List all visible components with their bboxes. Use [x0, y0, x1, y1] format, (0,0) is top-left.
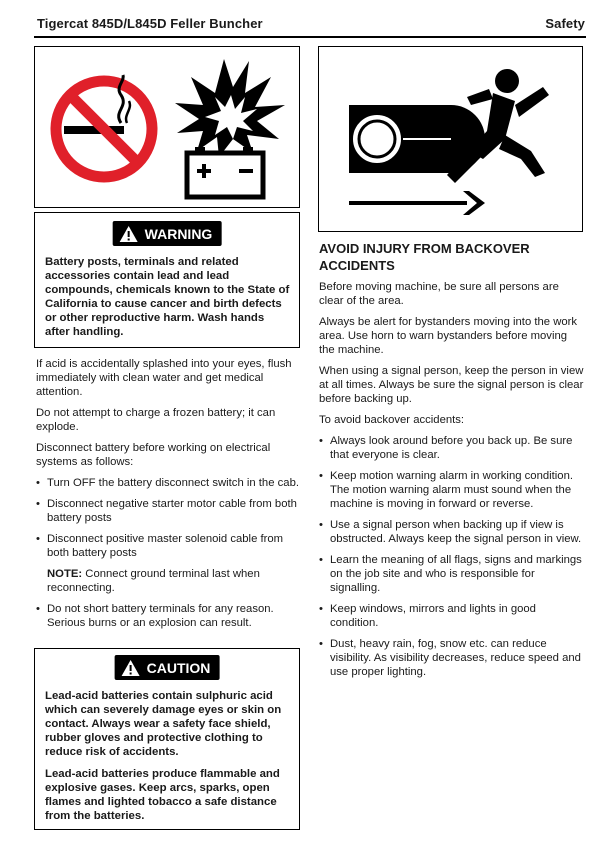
short-terminals-list	[36, 602, 302, 630]
alert-triangle-icon	[121, 659, 141, 677]
section-heading: AVOID INJURY FROM BACKOVER ACCIDENTS	[319, 241, 530, 273]
document-title: Tigercat 845D/L845D Feller Buncher	[37, 16, 263, 31]
note-text: Connect ground terminal last when reconnecting.	[47, 568, 260, 594]
right-column-body	[319, 240, 585, 686]
wheel-runover-icon	[349, 69, 549, 215]
caution-box	[34, 648, 300, 830]
clear-area-paragraph: Before moving machine, be sure all persons are clear of the area.	[319, 281, 559, 307]
list-item: • Disconnect negative starter motor cable from both battery posts	[36, 497, 302, 525]
list-item: • Always look around before you back up. Be sure that everyone is clear.	[319, 434, 585, 462]
caution-paragraph: Lead-acid batteries contain sulphuric acid which can severely damage eyes or skin on contact. Always wear a safety face shield, rubber gloves and protective clothing to reduce risk of accidents.	[45, 690, 282, 758]
bystanders-paragraph: Always be alert for bystanders moving into the work area. Use horn to warn bystanders before moving the machine.	[319, 316, 578, 356]
list-item: • Dust, heavy rain, fog, snow etc. can reduce visibility. As visibility decreases, reduce speed and use proper lighting.	[319, 637, 585, 679]
battery-hazard-graphic	[35, 47, 299, 207]
note-label: NOTE:	[47, 568, 83, 580]
list-item: • Use a signal person when backing up if view is obstructed. Always keep the signal person in view.	[319, 518, 585, 546]
exploding-battery-icon	[175, 59, 285, 197]
caution-text	[45, 689, 291, 831]
battery-hazard-pictogram	[34, 46, 300, 208]
caution-label: CAUTION	[146, 659, 211, 676]
acid-eyes-paragraph: If acid is accidentally splashed into your eyes, flush immediately with clean water and get medical attention.	[36, 358, 292, 398]
warning-box	[34, 212, 300, 348]
list-item: • Turn OFF the battery disconnect switch in the cab.	[36, 476, 302, 490]
disconnect-steps-list	[36, 476, 302, 560]
caution-paragraph: Lead-acid batteries produce flammable and explosive gases. Keep arcs, sparks, open flames and lighted tobacco a safe distance from the batteries.	[45, 768, 280, 822]
list-item: • Disconnect positive master solenoid cable from both battery posts	[36, 532, 302, 560]
header-divider	[34, 36, 586, 38]
list-item: • Do not short battery terminals for any reason. Serious burns or an explosion can result.	[36, 602, 302, 630]
no-smoking-icon	[56, 75, 152, 177]
backover-graphic	[319, 47, 582, 231]
backover-tips-list	[319, 434, 585, 679]
warning-signal-word	[113, 221, 222, 246]
reconnect-note	[36, 567, 302, 595]
list-item: • Learn the meaning of all flags, signs and markings on the job site and who is responsible for signalling.	[319, 553, 585, 595]
avoid-intro-paragraph: To avoid backover accidents:	[319, 414, 465, 426]
disconnect-intro-paragraph: Disconnect battery before working on electrical systems as follows:	[36, 442, 271, 468]
signal-person-paragraph: When using a signal person, keep the person in view at all times. Always be sure the signal person is clear before backing up.	[319, 365, 584, 405]
warning-label: WARNING	[144, 225, 213, 242]
backover-hazard-pictogram	[318, 46, 583, 232]
frozen-battery-paragraph: Do not attempt to charge a frozen battery; it can explode.	[36, 407, 276, 433]
warning-paragraph: Battery posts, terminals and related accessories contain lead and lead compounds, chemicals known to the State of California to cause cancer and birth defects or other reproductive harm. Wash hands after handling.	[45, 256, 290, 338]
left-column-body	[36, 357, 302, 637]
list-item: • Keep windows, mirrors and lights in good condition.	[319, 602, 585, 630]
list-item: • Keep motion warning alarm in working condition. The motion warning alarm must sound when the machine is moving in forward or reverse.	[319, 469, 585, 511]
warning-text	[45, 255, 291, 347]
caution-signal-word	[115, 655, 220, 680]
alert-triangle-icon	[119, 225, 139, 243]
section-name: Safety	[545, 16, 585, 31]
